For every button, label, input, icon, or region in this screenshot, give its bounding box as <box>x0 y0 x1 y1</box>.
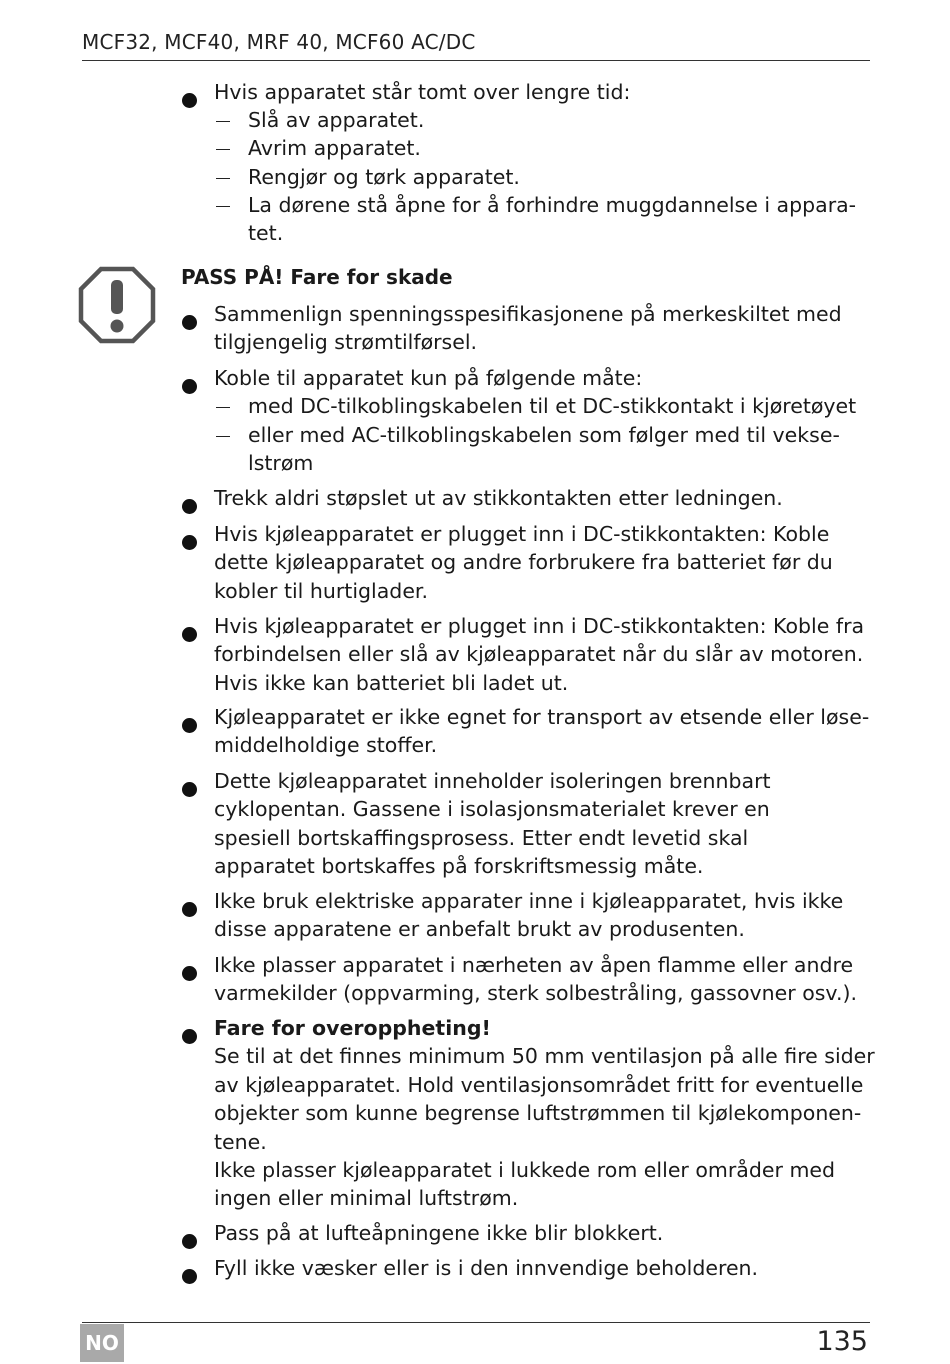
text-line: Hvis kjøleapparatet er plugget inn i DC-stikkontakten: Koble <box>214 522 830 546</box>
text-line: ingen eller minimal luftstrøm. <box>214 1186 519 1211</box>
sub-list-item <box>248 392 873 420</box>
text-line: kobler til hurtiglader. <box>214 578 428 603</box>
text-line: Trekk aldri støpslet ut av stikkontakten etter ledningen. <box>214 486 783 510</box>
text-line: lstrøm <box>248 451 314 476</box>
sub-list-item <box>248 421 873 478</box>
text-line: Se til at det finnes minimum 50 mm ventilasjon på alle fire sider <box>214 1044 875 1069</box>
text-line: forbindelsen eller slå av kjøleapparatet når du slår av motoren. <box>214 642 864 667</box>
list-item <box>214 300 874 357</box>
text-line: apparatet bortskaffes på forskriftsmessig måte. <box>214 854 704 879</box>
list-item <box>214 520 874 605</box>
item-heading: Fare for overoppheting! <box>214 1016 491 1040</box>
list-item <box>214 703 874 760</box>
text-line: middelholdige stoffer. <box>214 733 438 758</box>
warning-exclamation-icon <box>78 266 156 344</box>
text-line: tene. <box>214 1129 267 1154</box>
bullet-icon <box>182 1029 197 1044</box>
text-line: tilgjengelig strømtilførsel. <box>214 330 478 355</box>
sub-list-item <box>248 191 873 248</box>
list-item <box>214 951 874 1008</box>
text-line: Ikke plasser apparatet i nærheten av åpen flamme eller andre <box>214 953 854 977</box>
text-line: Ikke plasser kjøleapparatet i lukkede rom eller områder med <box>214 1158 836 1183</box>
sub-list-item <box>248 106 873 134</box>
text-line: Fyll ikke væsker eller is i den innvendige beholderen. <box>214 1256 759 1280</box>
list-item <box>214 78 874 106</box>
list-item <box>214 484 874 512</box>
bullet-icon <box>182 782 197 797</box>
sub-list-item <box>248 163 873 191</box>
bullet-icon <box>182 535 197 550</box>
text-line: Avrim apparatet. <box>248 136 421 160</box>
dash-icon <box>216 178 230 179</box>
text-line: Ikke bruk elektriske apparater inne i kjøleapparatet, hvis ikke <box>214 889 844 913</box>
page-number: 135 <box>816 1326 868 1357</box>
text-line: Dette kjøleapparatet inneholder isoleringen brennbart <box>214 769 771 793</box>
warning-heading: PASS PÅ! Fare for skade <box>181 265 453 289</box>
bullet-icon <box>182 1234 197 1249</box>
dash-icon <box>216 149 230 150</box>
text-line: av kjøleapparatet. Hold ventilasjonsområdet fritt for eventuelle <box>214 1072 864 1097</box>
list-item <box>214 364 874 392</box>
bullet-icon <box>182 1269 197 1284</box>
language-badge: NO <box>80 1324 124 1362</box>
text-line: objekter som kunne begrense luftstrømmen til kjølekomponen- <box>214 1101 862 1126</box>
bullet-icon <box>182 902 197 917</box>
text-line: La dørene stå åpne for å forhindre muggdannelse i appara- <box>248 193 857 217</box>
text-line: Slå av apparatet. <box>248 108 425 132</box>
running-header: MCF32, MCF40, MRF 40, MCF60 AC/DC <box>82 30 476 54</box>
dash-icon <box>216 436 230 437</box>
text-line: eller med AC-tilkoblingskabelen som følger med til vekse- <box>248 423 840 447</box>
dash-icon <box>216 206 230 207</box>
header-rule <box>82 60 870 61</box>
bullet-icon <box>182 499 197 514</box>
text-line: spesiell bortskaffingsprosess. Etter endt levetid skal <box>214 825 749 850</box>
bullet-icon <box>182 379 197 394</box>
text-line: dette kjøleapparatet og andre forbrukere fra batteriet før du <box>214 550 833 575</box>
footer-rule <box>82 1322 870 1323</box>
list-item <box>214 1219 874 1247</box>
text-line: Hvis kjøleapparatet er plugget inn i DC-stikkontakten: Koble fra <box>214 614 865 638</box>
text-line: varmekilder (oppvarming, sterk solbestråling, gassovner osv.). <box>214 981 857 1006</box>
list-item <box>214 1254 874 1282</box>
list-item <box>214 612 874 697</box>
text-line: med DC-tilkoblingskabelen til et DC-stikkontakt i kjøretøyet <box>248 394 857 418</box>
bullet-icon <box>182 718 197 733</box>
bullet-icon <box>182 966 197 981</box>
text-line: Koble til apparatet kun på følgende måte: <box>214 366 643 390</box>
text-line: disse apparatene er anbefalt brukt av produsenten. <box>214 917 745 942</box>
text-line: Hvis ikke kan batteriet bli ladet ut. <box>214 670 569 695</box>
text-line: Pass på at lufteåpningene ikke blir blokkert. <box>214 1221 664 1245</box>
text-line: Kjøleapparatet er ikke egnet for transport av etsende eller løse- <box>214 705 870 729</box>
bullet-icon <box>182 627 197 642</box>
text-line: cyklopentan. Gassene i isolasjonsmaterialet krever en <box>214 797 770 822</box>
list-item <box>214 1014 874 1213</box>
text-line: Sammenlign spenningsspesifikasjonene på merkeskiltet med <box>214 302 842 326</box>
list-item <box>214 887 874 944</box>
text-line: tet. <box>248 221 284 246</box>
list-item <box>214 767 874 881</box>
sub-list-item <box>248 134 873 162</box>
dash-icon <box>216 407 230 408</box>
text-line: Rengjør og tørk apparatet. <box>248 165 520 189</box>
bullet-icon <box>182 93 197 108</box>
dash-icon <box>216 121 230 122</box>
bullet-icon <box>182 315 197 330</box>
text-line: Hvis apparatet står tomt over lengre tid: <box>214 80 631 104</box>
